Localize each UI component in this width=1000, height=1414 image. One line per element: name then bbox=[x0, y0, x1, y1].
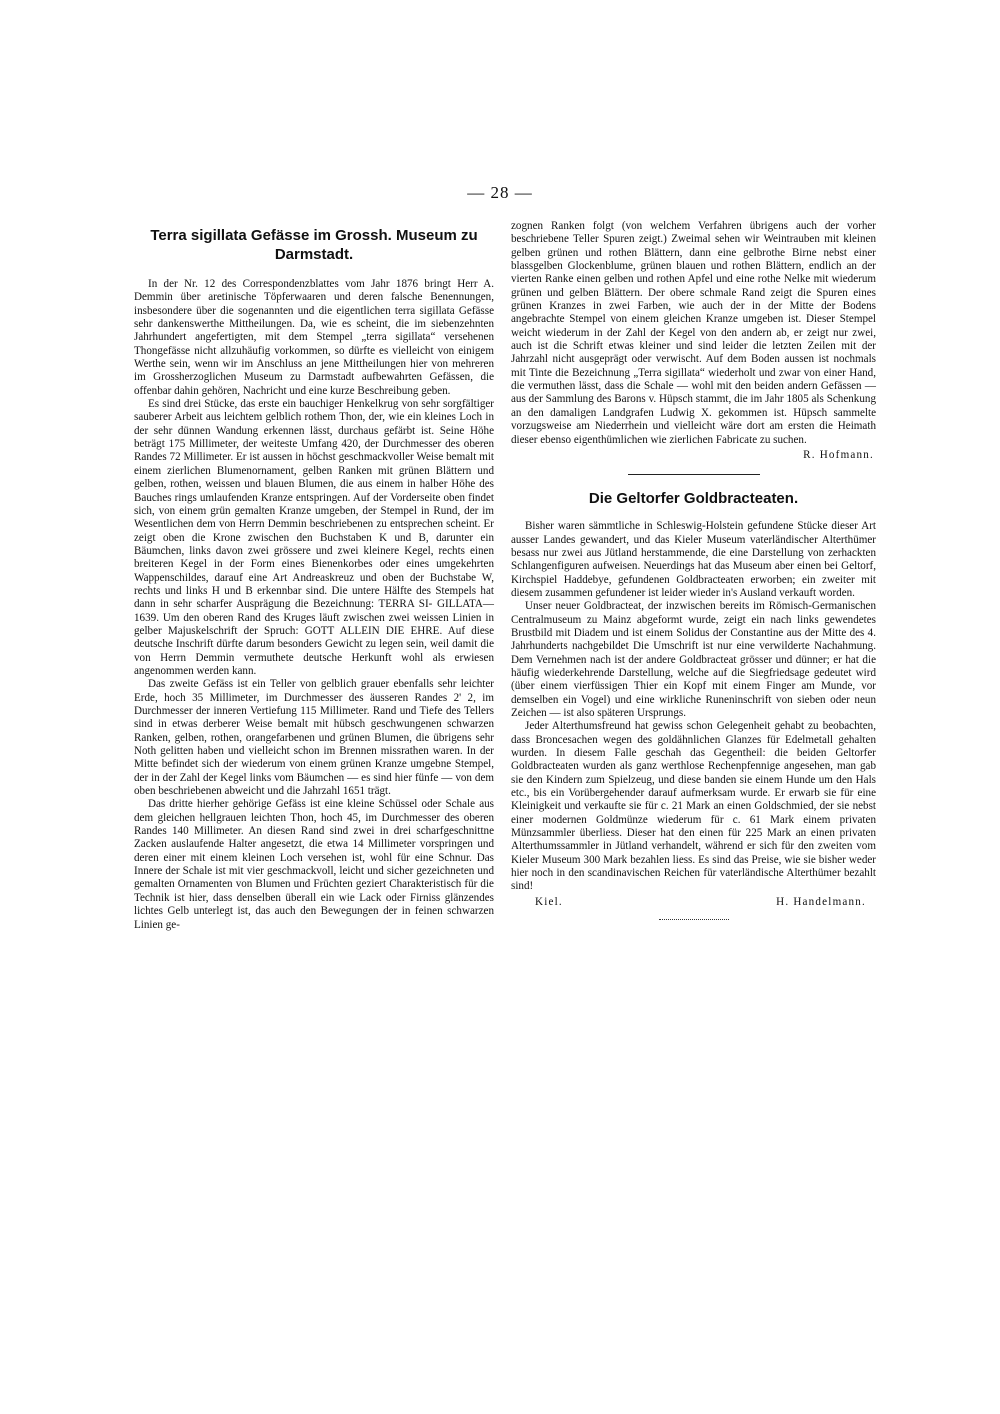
article2-signature: H. Handelmann. bbox=[776, 895, 866, 908]
article2-paragraph: Unser neuer Goldbracteat, der inzwischen bereits im Römisch-Germanischen Centralmuseum zu Mainz abgeformt wurde, zeigt ein nach links gewendetes Brustbild mit Diadem und ist einem Solidus der Constantine aus der Mitte des 4. Jahrhunderts nachgebildet Die Umschrift ist nur eine verwilderte Nachahmung. Dem Vernehmen nach ist der andere Goldbracteat grösser und dünner; er hat die häufig wiederkehrende Darstellung, welche auf die Siegfriedsage gedeutet wird (über einem vierfüssigen Thier ein Kopf mit einem Finger am Munde, vor demselben ein Vogel) und eine wirkliche Runeninschrift von sieben oder neun Zeichen — ist also späteren Ursprungs. bbox=[511, 600, 876, 719]
article1-signature: R. Hofmann. bbox=[803, 448, 874, 461]
article2-place: Kiel. bbox=[535, 895, 563, 908]
article2-paragraph: Jeder Alterthumsfreund hat gewiss schon Gelegenheit gehabt zu beobachten, dass Broncesachen wegen des goldähnlichen Glanzes für Edelmetall gehalten wurden. In diesem Falle geschah das Gegentheil: die beiden Geltorfer Goldbracteaten wurden als ganz werthlose Rechenpfennige angesehen, man gab sie den Kindern zum Spielzeug, und diese banden sie einem Hunde um den Hals etc., bis ein Vorübergehender darauf aufmerksam wurde. Er erwarb sie für eine Kleinigkeit und verkaufte sie für c. 21 Mark an einen Goldschmied, der sie nebst einer modernen Goldmünze wiederum für c. 61 Mark einem privaten Münzsammler überliess. Dieser hat den einen für 225 Mark an einen privaten Alterthumssammler in Jütland verhandelt, während er sich für den zweiten vom Kieler Museum 300 Mark bezahlen liess. Es sind das Preise, wie sie bisher weder hier noch in den scandinavischen Reichen für vaterländische Alterthümer bezahlt sind! bbox=[511, 720, 876, 893]
page-number: — 28 — bbox=[467, 183, 533, 202]
section-divider bbox=[628, 474, 760, 475]
left-column bbox=[134, 226, 494, 932]
article1-continuation: zognen Ranken folgt (von welchem Verfahren übrigens auch der vorher beschriebene Teller Spuren zeigt.) Zweimal sehen wir Weintrauben mit kleinen gelben grünen und rothen Blättern, dann eine gelbrothe Birne nebst einer blassgelben Glockenblume, grünen blauen und rothen Blättern, endlich an der vierten Ranke einen gelben und rothen Apfel und eine rothe Nelke mit wiederum grünen und gelben Blättern. Der obere schmale Rand zeigt die Spuren eines grünen Kranzes in zwei Farben, wie auch der in der Mitte der Bodens angebrachte Stempel von einem gleichen Kranze umgeben ist. Dieser Stempel weicht wiederum in der Zahl der Kegel von den andern ab, er zeigt nur zwei, auch ist die Schrift etwas kleiner und sind leider die letzten Zeilen mit der Jahrzahl nicht ausgeprägt oder verwischt. Auf dem Boden aussen ist nochmals mit Tinte die Bezeichnung „Terra sigillata“ wiederholt und zwar von einer Hand, die vermuthen lässt, dass die Schale — wohl mit den beiden andern Gefässen — aus der Sammlung des Barons v. Hüpsch stammt, die im Jahr 1805 als Schenkung an den damaligen Landgrafen Ludwig X. gekommen ist. Hüpsch sammelte vorzugsweise am Niederrhein und vielleicht wäre dort am ersten die Heimath dieser ebenso eigenthümlichen wie zierlichen Fabricate zu suchen. bbox=[511, 220, 876, 446]
end-divider bbox=[659, 919, 729, 920]
article1-paragraph: In der Nr. 12 des Correspondenzblattes vom Jahr 1876 bringt Herr A. Demmin über aretinische Töpferwaaren und deren falsche Benennungen, insbesondere über die sogenannten und die eigentlichen terra sigillata Gefässe sehr dankenswerthe Mittheilungen. Da, wie es scheint, die im siebenzehnten Jahrhundert angefertigten, mit dem Stempel „terra sigillata“ versehenen Thongefässe nicht allzuhäufig vorkommen, so dürfte es vielleicht von einigem Werthe sein, wenn wir im Anschluss an jene Mittheilungen hier von mehreren im Grossherzoglichen Museum zu Darmstadt aufbewahrten Gefässen, die offenbar dahin gehören, Nachricht und eine kurze Beschreibung geben. bbox=[134, 278, 494, 397]
article2-paragraph: Bisher waren sämmtliche in Schleswig-Holstein gefundene Stücke dieser Art ausser Landes gewandert, und das Kieler Museum vaterländischer Alterthümer besass nur zwei aus Jütland herstammende, die eine Darstellung von zerhackten Schlangenfiguren aufweisen. Neuerdings hat das Museum aber einen bei Geltorf, Kirchspiel Haddebye, gefundenen Goldbracteaten erworben; ein zweiter mit diesem zusammen gefundener ist leider wieder in's Ausland verkauft worden. bbox=[511, 520, 876, 599]
article1-title: Terra sigillata Gefässe im Grossh. Museum zu Darmstadt. bbox=[150, 227, 478, 263]
article1-paragraph: Das zweite Gefäss ist ein Teller von gelblich grauer ebenfalls sehr leichter Erde, hoch 35 Millimeter, im Durchmesser des äusseren Randes 2' 2, im Durchmesser der inneren Vertiefung 115 Millimeter. Rand und Tiefe des Tellers sind in etwas derberer Weise bemalt mit hübsch geschwungenen schwarzen Ranken, gelben, rothen, orangefarbenen und grünen Blumen, die übrigens sehr Noth gelitten haben und vielleicht schon im Brennen missrathen waren. In der Mitte befindet sich der wiederum von einem grünen Kranze umgebne Stempel, der in der Zahl der Kegel links vom Bäumchen — es sind hier fünfe — von dem oben beschriebenen abweicht und die Jahrzahl 1651 trägt. bbox=[134, 678, 494, 798]
right-column bbox=[511, 220, 876, 920]
article1-paragraph: Das dritte hierher gehörige Gefäss ist eine kleine Schüssel oder Schale aus dem gleichen hellgrauen leichten Thon, hoch 45, im Durchmesser des oberen Randes 140 Millimeter. An diesen Rand sind zwei in drei scharfgeschnittne Zacken auslaufende Halter angesetzt, die etwa 14 Millimeter vorspringen und deren einer mit einem kleinen Loch versehen ist, wohl für eine Schnur. Das Innere der Schale ist mit vier geschmackvoll, leicht und sicher gezeichneten und gemalten Ornamenten von Blumen und Früchten geziert Charakteristisch für die Technik ist hier, dass denselben überall ein wie Lack oder Firniss glänzendes lichtes Gelb unterlegt ist, das auch den Bewegungen der in feinen schwarzen Linien ge- bbox=[134, 798, 494, 931]
article2-signature-row bbox=[535, 896, 866, 909]
article1-paragraph: Es sind drei Stücke, das erste ein bauchiger Henkelkrug von sehr sorgfältiger sauberer Arbeit aus leichtem gelblich rothem Thon, der, wie ein kleines Loch in der sehr dünnen Wandung erkennen lässt, durchaus gefärbt ist. Seine Höhe beträgt 175 Millimeter, der weiteste Umfang 420, der Durchmesser des oberen Randes 72 Millimeter. Er ist aussen in höchst geschmackvoller Weise bemalt mit einem zierlichen Blumenornament, gelben Ranken mit grünen Blättern und gelben, rothen, weissen und blauen Blumen, die aus einem in halber Höhe des Bauches rings umlaufenden Kranze entspringen. Auf der Vorderseite oben findet sich, von einem grün gemalten Kranze umgeben, der Stempel in Rund, der im Wesentlichen dem von Herrn Demmin beschriebenen zu entsprechen scheint. Er zeigt oben die Krone zwischen den Buchstaben K und B, darunter ein Bäumchen, links davon zwei grössere und zwei kleinere Kegel, rechts einen breiteren Kegel in der Form eines Bienenkorbes oder eines umgekehrten Wappenschildes, darauf eine Art Andreaskreuz und oben der Buchstabe W, rechts und links H und B erkennbar sind. Die untere Hälfte des Stempels hat dann in sehr scharfer Ausprägung die Bezeichnung: TERRA SI- GILLATA— 1639. Um den oberen Rand des Kruges läuft zwischen zwei weissen Linien in gelber Majuskelschrift der Spruch: GOTT ALLEIN DIE EHRE. Auf diese deutsche Inschrift dürfte darum besonders Gewicht zu legen sein, weil damit die von Herrn Demmin vermuthete deutsche Herkunft wohl als erwiesen angenommen werden kann. bbox=[134, 398, 494, 677]
article2-title: Die Geltorfer Goldbracteaten. bbox=[588, 490, 799, 508]
